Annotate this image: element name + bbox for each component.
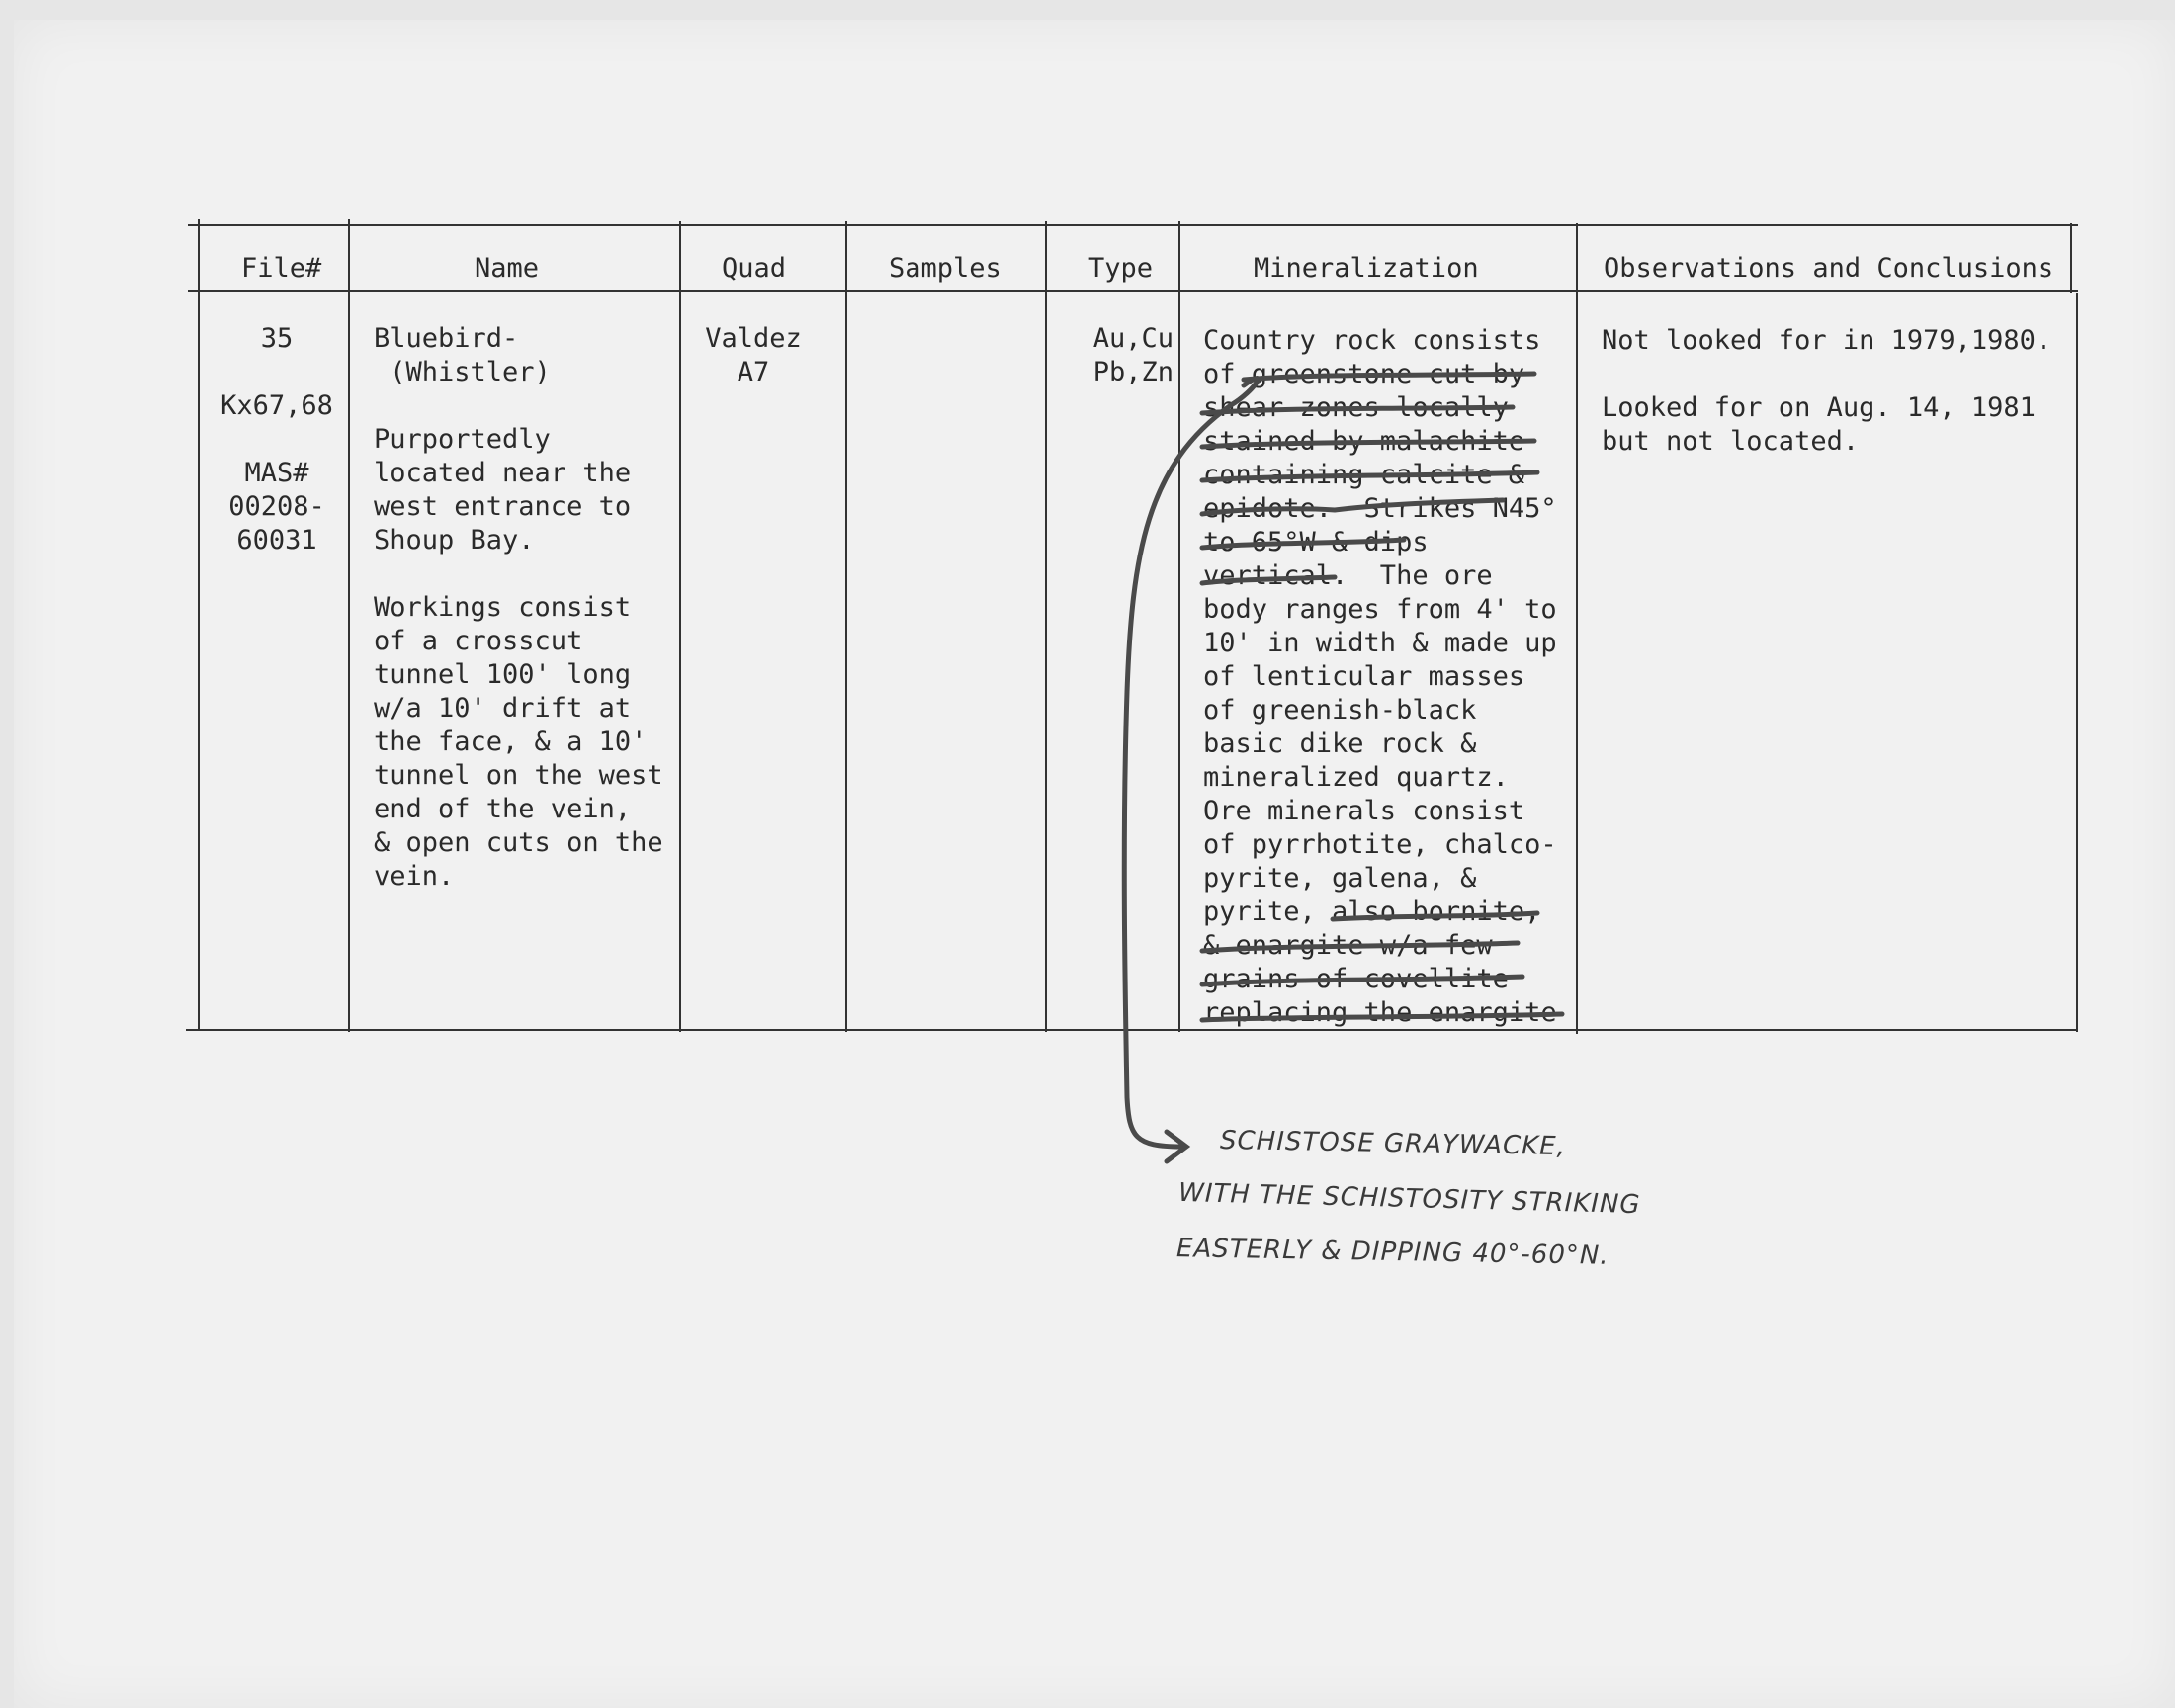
name-line — [374, 557, 675, 591]
mineralization-line: of lenticular masses — [1203, 661, 1525, 692]
name-line: located near the — [374, 458, 632, 488]
column-divider — [348, 219, 350, 1032]
handwritten-note-line: WITH THE SCHISTOSITY STRIKING — [1177, 1177, 1641, 1221]
header-samples: Samples — [889, 253, 1001, 284]
name-line: the face, & a 10' — [374, 726, 648, 757]
header-mineralization: Mineralization — [1254, 253, 1479, 284]
handwritten-note-line: EASTERLY & DIPPING 40°-60°N. — [1175, 1234, 1610, 1271]
type-line: Pb,Zn — [1092, 357, 1174, 387]
cell-quad — [684, 322, 823, 389]
mineralization-line: pyrite, galena, & — [1203, 863, 1477, 894]
name-line: Shoup Bay. — [374, 525, 535, 555]
name-line: tunnel on the west — [374, 760, 663, 791]
column-divider — [845, 221, 847, 1032]
column-divider — [679, 221, 681, 1032]
name-line: west entrance to — [374, 491, 632, 522]
file-line: 35 — [260, 323, 294, 354]
cell-file — [208, 322, 346, 557]
observations-line: Not looked for in 1979,1980. — [1602, 325, 2052, 356]
mineralization-line: grains of covellite — [1203, 964, 1509, 994]
file-line: Kx67,68 — [220, 390, 333, 421]
quad-line: Valdez — [705, 323, 802, 354]
header-type: Type — [1088, 253, 1154, 284]
mineralization-line: body ranges from 4' to — [1203, 594, 1557, 625]
cell-observations — [1602, 324, 2076, 459]
mineralization-line: Country rock consists — [1203, 325, 1541, 356]
name-line: w/a 10' drift at — [374, 693, 632, 724]
mineralization-line: containing calcite & — [1203, 460, 1525, 490]
mineralization-line: pyrite, also bornite, — [1203, 897, 1541, 927]
header-bottom-rule — [188, 290, 2078, 292]
mineralization-line: to 65°W & dips — [1203, 527, 1429, 557]
column-divider — [2076, 293, 2078, 1032]
mineralization-line: replacing the enargite — [1203, 997, 1557, 1028]
mineralization-line: 10' in width & made up — [1203, 628, 1557, 658]
mineralization-line: of pyrrhotite, chalco- — [1203, 829, 1557, 860]
name-line: end of the vein, — [374, 794, 632, 824]
cell-name — [374, 322, 675, 894]
file-line — [208, 356, 346, 389]
cell-mineralization — [1203, 324, 1579, 1030]
cell-type — [1050, 322, 1174, 389]
mineralization-line: shear zones locally — [1203, 392, 1509, 423]
observations-line: but not located. — [1602, 426, 1860, 457]
mineralization-line: basic dike rock & — [1203, 728, 1477, 759]
header-quad: Quad — [722, 253, 787, 284]
mineralization-line: Ore minerals consist — [1203, 796, 1525, 826]
file-line: MAS# — [244, 458, 309, 488]
table-bottom-rule — [186, 1029, 2076, 1031]
file-line — [208, 423, 346, 457]
name-line: (Whistler) — [374, 357, 551, 387]
name-line: Purportedly — [374, 424, 551, 455]
mineralization-line: of greenstone cut by — [1203, 359, 1525, 389]
column-divider — [198, 219, 200, 1030]
file-line: 00208- — [228, 491, 325, 522]
header-file: File# — [241, 253, 322, 284]
column-divider — [1178, 221, 1180, 1032]
mineralization-line: mineralized quartz. — [1203, 762, 1509, 793]
mineralization-line: stained by malachite — [1203, 426, 1525, 457]
name-line: & open cuts on the — [374, 827, 663, 858]
header-observations: Observations and Conclusions — [1604, 253, 2054, 284]
name-line — [374, 389, 675, 423]
name-line: of a crosscut — [374, 626, 583, 656]
column-divider — [1045, 221, 1047, 1032]
table-top-rule — [188, 224, 2078, 226]
mineralization-line: vertical. The ore — [1203, 560, 1493, 591]
observations-line: Looked for on Aug. 14, 1981 — [1602, 392, 2036, 423]
name-line: Workings consist — [374, 592, 632, 623]
mineralization-line: epidote. Strikes N45° — [1203, 493, 1557, 524]
name-line: Bluebird- — [374, 323, 519, 354]
type-line: Au,Cu — [1092, 323, 1174, 354]
header-name: Name — [475, 253, 540, 284]
file-line: 60031 — [236, 525, 317, 555]
name-line: tunnel 100' long — [374, 659, 632, 690]
handwritten-note-line: SCHISTOSE GRAYWACKE, — [1219, 1125, 1567, 1162]
column-divider — [2070, 223, 2072, 293]
observations-line — [1602, 358, 2076, 391]
mineralization-line: & enargite w/a few — [1203, 930, 1493, 961]
quad-line: A7 — [737, 357, 770, 387]
mineralization-line: of greenish-black — [1203, 695, 1477, 726]
name-line: vein. — [374, 861, 455, 892]
